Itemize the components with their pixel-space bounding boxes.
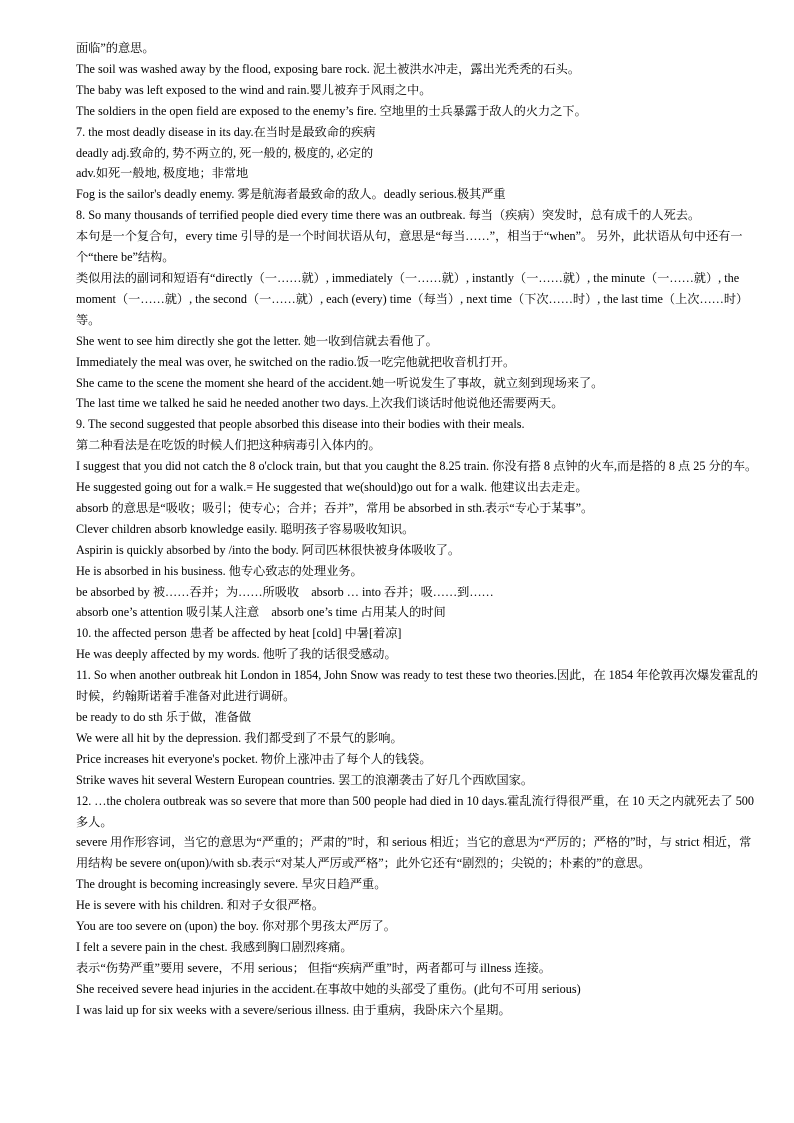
- definition-line: adv.如死一般地, 极度地；非常地: [76, 166, 249, 181]
- definition-line: deadly adj.致命的, 势不两立的, 死一般的, 极度的, 必定的: [76, 145, 374, 160]
- example-sentence: Clever children absorb knowledge easily. 聪明孩子容易吸收知识。: [76, 521, 415, 536]
- explanation-paragraph: 表示“伤势严重”要用 severe，不用 serious； 但指“疾病严重”时，两者都可与 illness 连接。: [76, 960, 551, 975]
- phrase-line: absorb one’s attention 吸引某人注意 absorb one’s time 占用某人的时间: [76, 605, 446, 620]
- explanation-paragraph: severe 用作形容词，当它的意思为“严重的；严肃的”时，和 serious 相近；当它的意思为“严厉的；严格的”时，与 strict 相近，常用结构 be severe on(upon)/with sb.表示“对某人严厉或严格”；此外它还有“剧烈的；尖锐的；朴素的”的意思。: [76, 835, 752, 871]
- item-heading-12: 12. …the cholera outbreak was so severe that more than 500 people had died in 10 days.霍乱流行得很严重，在 10 天之内就死去了 500 多人。: [76, 793, 754, 829]
- example-sentence: I suggest that you did not catch the 8 o'clock train, but that you caught the 8.25 train. 你没有搭 8 点钟的火车,而是搭的 8 点 25 分的车。: [76, 459, 758, 474]
- example-sentence: The last time we talked he said he needed another two days.上次我们谈话时他说他还需要两天。: [76, 396, 564, 411]
- example-sentence: The drought is becoming increasingly severe. 旱灾日趋严重。: [76, 877, 387, 892]
- explanation-paragraph: 本句是一个复合句，every time 引导的是一个时间状语从句，意思是“每当……”，相当于“when”。 另外，此状语从句中还有一个“there be”结构。: [76, 229, 743, 265]
- item-heading-10: 10. the affected person 患者 be affected by heat [cold] 中暑[着凉]: [76, 626, 402, 641]
- example-sentence: The soil was washed away by the flood, exposing bare rock. 泥土被洪水冲走，露出光秃秃的石头。: [76, 61, 581, 76]
- example-sentence: The soldiers in the open field are exposed to the enemy’s fire. 空地里的士兵暴露于敌人的火力之下。: [76, 103, 587, 118]
- example-sentence: The baby was left exposed to the wind and rain.婴儿被弃于风雨之中。: [76, 82, 432, 97]
- item-heading-9: 9. The second suggested that people absorbed this disease into their bodies with their meals.: [76, 417, 525, 432]
- example-sentence: Immediately the meal was over, he switched on the radio.饭一吃完他就把收音机打开。: [76, 354, 516, 369]
- example-sentence: I was laid up for six weeks with a severe/serious illness. 由于重病，我卧床六个星期。: [76, 1002, 511, 1017]
- explanation-paragraph: absorb 的意思是“吸收；吸引；使专心；合并；吞并”，常用 be absorbed in sth.表示“专心于某事”。: [76, 500, 594, 515]
- example-sentence: She went to see him directly she got the letter. 她一收到信就去看他了。: [76, 333, 438, 348]
- example-sentence: She came to the scene the moment she heard of the accident.她一听说发生了事故，就立刻到现场来了。: [76, 375, 604, 390]
- example-sentence: Price increases hit everyone's pocket. 物价上涨冲击了每个人的钱袋。: [76, 751, 432, 766]
- example-sentence: He is absorbed in his business. 他专心致志的处理业务。: [76, 563, 363, 578]
- phrase-line: be absorbed by 被……吞并；为……所吸收 absorb … into 吞并；吸……到……: [76, 584, 494, 599]
- example-sentence: Fog is the sailor's deadly enemy. 雾是航海者最致命的敌人。deadly serious.极其严重: [76, 187, 506, 202]
- example-sentence: We were all hit by the depression. 我们都受到了不景气的影响。: [76, 730, 403, 745]
- example-sentence: He is severe with his children. 和对子女很严格。: [76, 898, 325, 913]
- item-heading-11: 11. So when another outbreak hit London in 1854, John Snow was ready to test these two theories.因此，在 1854 年伦敦再次爆发霍乱的时候，约翰斯诺着手准备对此进行调研。: [76, 668, 758, 704]
- example-sentence: Aspirin is quickly absorbed by /into the body. 阿司匹林很快被身体吸收了。: [76, 542, 461, 557]
- text-line: 面临”的意思。: [76, 41, 155, 55]
- example-sentence: Strike waves hit several Western European countries. 罢工的浪潮袭击了好几个西欧国家。: [76, 772, 534, 787]
- explanation-paragraph: 类似用法的副词和短语有“directly（一……就）, immediately（一……就）, instantly（一……就）, the minute（一……就）, the moment（一……就）, the second（一……就）, each (every) time（每当）, next time（下次……时）, the last time（上次……时）等。: [76, 270, 749, 327]
- translation-line: 第二种看法是在吃饭的时候人们把这种病毒引入体内的。: [76, 438, 381, 453]
- example-sentence: She received severe head injuries in the accident.在事故中她的头部受了重伤。(此句不可用 serious): [76, 981, 581, 996]
- example-sentence: You are too severe on (upon) the boy. 你对那个男孩太严厉了。: [76, 919, 396, 934]
- item-heading-8: 8. So many thousands of terrified people died every time there was an outbreak. 每当（疾病）突发时，总有成千的人死去。: [76, 208, 701, 223]
- phrase-line: be ready to do sth 乐于做，准备做: [76, 710, 252, 724]
- item-heading-7: 7. the most deadly disease in its day.在当时是最致命的疾病: [76, 124, 376, 139]
- example-sentence: He was deeply affected by my words. 他听了我的话很受感动。: [76, 647, 397, 662]
- example-sentence: He suggested going out for a walk.= He suggested that we(should)go out for a walk. 他建议出去走走。: [76, 480, 588, 495]
- example-sentence: I felt a severe pain in the chest. 我感到胸口剧烈疼痛。: [76, 939, 353, 954]
- document-page: [76, 38, 758, 1021]
